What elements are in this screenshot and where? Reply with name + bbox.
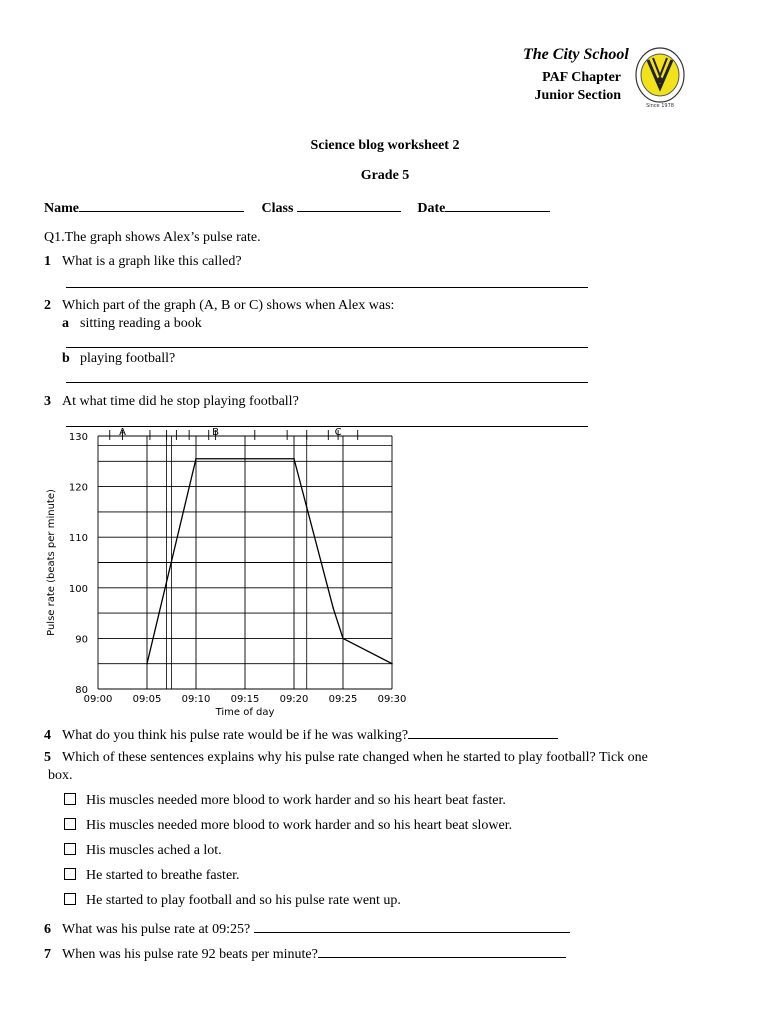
question-number: 7: [44, 947, 51, 962]
question-number: 2: [44, 298, 51, 313]
data-point: [293, 458, 295, 460]
x-tick-label: 09:25: [328, 694, 358, 705]
y-tick-label: 110: [68, 533, 88, 545]
answer-line-q2a[interactable]: [66, 347, 588, 348]
class-field[interactable]: [297, 199, 401, 212]
chapter-label: PAF Chapter: [542, 70, 621, 85]
class-label: Class: [261, 201, 294, 216]
intro-text: Q1.The graph shows Alex’s pulse rate.: [44, 230, 261, 245]
question-text: Which of these sentences explains why his pulse rate changed when he started to play football? Tick one: [62, 750, 648, 765]
option-text: He started to breathe faster.: [86, 868, 240, 883]
question-text: What do you think his pulse rate would be if he was walking?: [62, 728, 409, 743]
sub-label: a: [62, 316, 69, 331]
grade-label: Grade 5: [360, 168, 410, 183]
option-2[interactable]: [64, 818, 512, 834]
sub-label: b: [62, 351, 70, 366]
data-point: [342, 638, 344, 640]
question-text: When was his pulse rate 92 beats per minute?: [62, 947, 318, 962]
answer-line-q1[interactable]: [66, 287, 588, 288]
annotation-label: B: [212, 427, 220, 438]
data-point: [391, 663, 393, 665]
x-tick-label: 09:00: [83, 694, 113, 705]
data-point: [195, 458, 197, 460]
question-number: 3: [44, 394, 51, 409]
answer-blank-q4[interactable]: [408, 725, 558, 739]
x-tick-label: 09:20: [279, 694, 309, 705]
data-point: [146, 663, 148, 665]
question-text: What was his pulse rate at 09:25?: [62, 922, 251, 937]
answer-blank-q7[interactable]: [318, 944, 566, 958]
y-tick-label: 80: [75, 685, 88, 696]
question-number: 1: [44, 254, 51, 269]
pulse-rate-chart: [40, 424, 420, 724]
question-1: [44, 254, 242, 270]
y-tick-label: 100: [68, 583, 88, 595]
answer-blank-q6[interactable]: [254, 919, 570, 933]
tick-box[interactable]: [64, 818, 76, 830]
x-tick-label: 09:15: [230, 694, 260, 705]
question-number: 5: [44, 750, 51, 765]
data-point: [332, 607, 334, 609]
tick-box[interactable]: [64, 893, 76, 905]
x-tick-label: 09:05: [132, 694, 162, 705]
question-2b: [62, 351, 175, 367]
tick-box[interactable]: [64, 868, 76, 880]
name-label: Name: [44, 201, 79, 216]
chart-series: [146, 458, 393, 665]
worksheet-title: Science blog worksheet 2: [310, 138, 460, 153]
question-number: 4: [44, 728, 51, 743]
question-number: 6: [44, 922, 51, 937]
chart-grid: [98, 436, 392, 689]
question-3: [44, 394, 299, 410]
question-4: [44, 725, 558, 744]
answer-line-q2b[interactable]: [66, 382, 588, 383]
annotation-label: A: [119, 427, 126, 438]
y-tick-label: 90: [75, 634, 88, 646]
question-7: [44, 944, 566, 963]
option-3[interactable]: [64, 843, 222, 859]
y-axis-label: Pulse rate (beats per minute): [46, 489, 57, 636]
question-6: [44, 919, 570, 938]
x-tick-label: 09:30: [377, 694, 407, 705]
y-tick-label: 130: [68, 432, 88, 443]
question-5-cont: box.: [48, 768, 73, 783]
option-1[interactable]: [64, 793, 506, 809]
sub-text: playing football?: [80, 351, 176, 366]
tick-box[interactable]: [64, 843, 76, 855]
question-5: [44, 750, 648, 766]
option-text: His muscles needed more blood to work harder and so his heart beat faster.: [86, 793, 506, 808]
sub-text: sitting reading a book: [80, 316, 202, 331]
annotation-label: C: [334, 427, 342, 438]
name-field[interactable]: [79, 199, 244, 212]
option-5[interactable]: [64, 893, 401, 909]
date-field[interactable]: [445, 199, 550, 212]
option-text: His muscles ached a lot.: [86, 843, 222, 858]
chart-labels: [46, 427, 406, 718]
question-text: At what time did he stop playing football?: [62, 394, 299, 409]
pulse-rate-line: [147, 459, 392, 664]
question-text: What is a graph like this called?: [62, 254, 242, 269]
x-tick-label: 09:10: [181, 694, 211, 705]
question-2a: [62, 316, 202, 332]
option-4[interactable]: [64, 868, 240, 884]
option-text: He started to play football and so his pulse rate went up.: [86, 893, 401, 908]
logo-since-text: Since 1978: [646, 103, 674, 109]
student-info-row: [44, 199, 550, 217]
option-text: His muscles needed more blood to work harder and so his heart beat slower.: [86, 818, 513, 833]
tick-box[interactable]: [64, 793, 76, 805]
x-axis-label: Time of day: [215, 707, 275, 718]
section-label: Junior Section: [534, 88, 621, 103]
y-tick-label: 120: [68, 482, 88, 494]
date-label: Date: [417, 201, 446, 216]
question-text: Which part of the graph (A, B or C) shows when Alex was:: [62, 298, 395, 313]
school-name: The City School: [523, 46, 629, 63]
school-logo: [634, 46, 686, 110]
question-2: [44, 298, 394, 314]
